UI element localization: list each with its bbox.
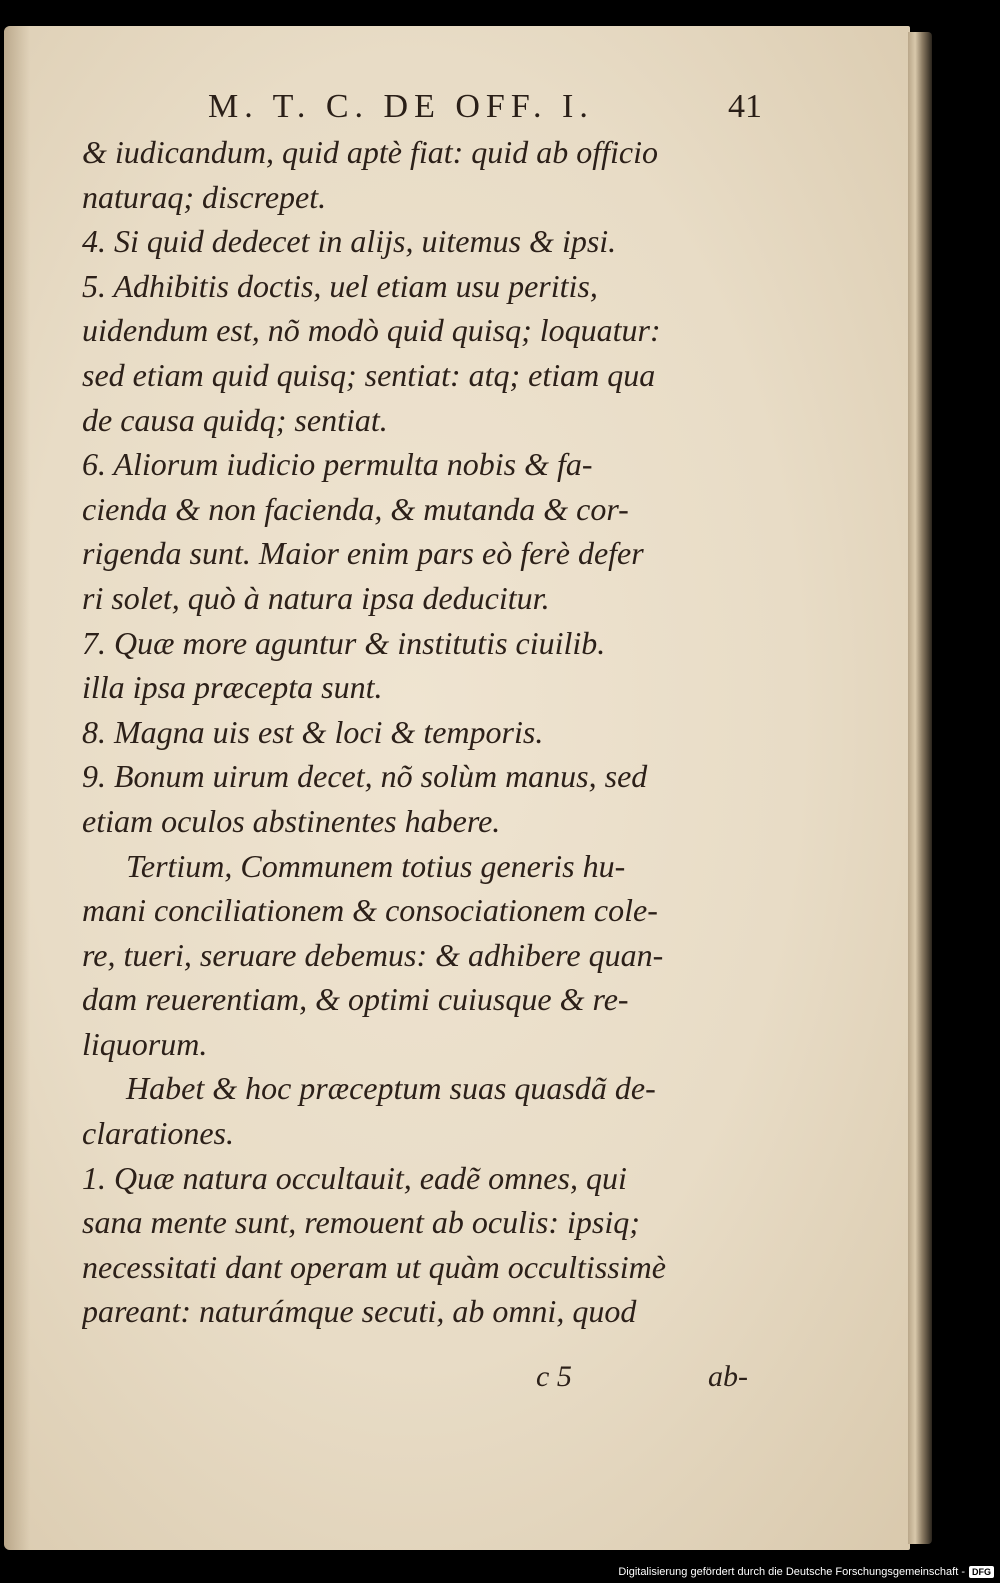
text-line: clarationes.: [82, 1115, 234, 1152]
text-line: de causa quidq; sentiat.: [82, 401, 388, 438]
text-line: sana mente sunt, remouent ab oculis: ipsiq;: [82, 1204, 640, 1241]
credit-text: Digitalisierung gefördert durch die Deutsche Forschungsgemeinschaft -: [618, 1565, 965, 1578]
text-line: 5. Adhibitis doctis, uel etiam usu peritis,: [82, 267, 598, 304]
body-text: [82, 130, 772, 1334]
text-line: liquorum.: [82, 1025, 208, 1062]
text-line: re, tueri, seruare debemus: & adhibere quan-: [82, 936, 664, 973]
running-head: M. T. C. DE OFF. I.: [208, 88, 594, 125]
digitization-credit: [560, 1560, 1000, 1583]
text-line: mani conciliationem & consociationem cole-: [82, 892, 658, 929]
page-number: 41: [728, 88, 762, 125]
page-signature: [536, 1360, 776, 1404]
page-edge: [908, 32, 932, 1544]
text-line: Tertium, Communem totius generis hu-: [126, 847, 626, 884]
catchword: ab-: [708, 1360, 748, 1393]
text-line: 9. Bonum uirum decet, nõ solùm manus, sed: [82, 758, 648, 795]
text-line: rigenda sunt. Maior enim pars eò ferè defer: [82, 535, 644, 572]
text-line: 7. Quæ more aguntur & institutis ciuilib.: [82, 624, 606, 661]
text-line: Habet & hoc præceptum suas quasdã de-: [126, 1070, 656, 1107]
text-line: necessitati dant operam ut quàm occultissimè: [82, 1248, 666, 1285]
text-line: 6. Aliorum iudicio permulta nobis & fa-: [82, 446, 593, 483]
text-line: pareant: naturámque secuti, ab omni, quod: [82, 1293, 637, 1330]
text-line: sed etiam quid quisq; sentiat: atq; etiam qua: [82, 356, 656, 393]
text-line: 4. Si quid dedecet in alijs, uitemus & ipsi.: [82, 223, 617, 260]
text-line: dam reuerentiam, & optimi cuiusque & re-: [82, 981, 629, 1018]
dfg-logo: DFG: [969, 1566, 994, 1578]
text-line: uidendum est, nõ modò quid quisq; loquatur:: [82, 312, 661, 349]
text-line: 8. Magna uis est & loci & temporis.: [82, 713, 544, 750]
text-line: & iudicandum, quid aptè fiat: quid ab officio: [82, 134, 658, 170]
gutter-shadow: [4, 26, 30, 1550]
text-line: cienda & non facienda, & mutanda & cor-: [82, 490, 629, 527]
page-header: [208, 88, 768, 132]
text-line: naturaq; discrepet.: [82, 178, 327, 215]
text-line: etiam oculos abstinentes habere.: [82, 802, 501, 839]
signature-mark: c 5: [536, 1360, 572, 1393]
text-line: 1. Quæ natura occultauit, eadẽ omnes, qui: [82, 1159, 627, 1196]
text-line: ri solet, quò à natura ipsa deducitur.: [82, 579, 550, 616]
text-line: illa ipsa præcepta sunt.: [82, 669, 383, 706]
